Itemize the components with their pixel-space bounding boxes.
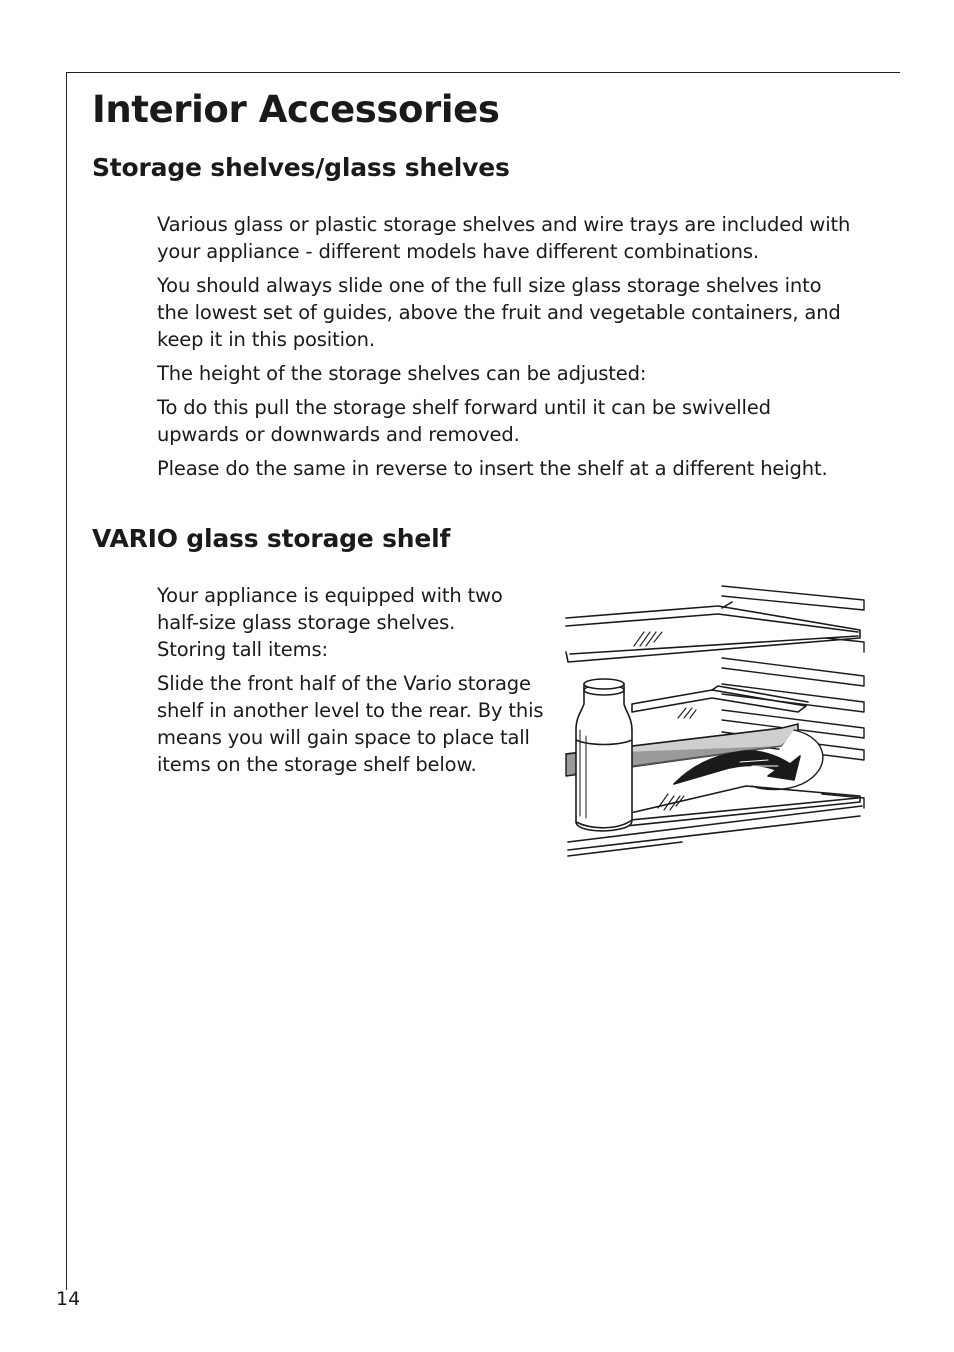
glass-shine-marks	[634, 632, 696, 810]
paragraph: You should always slide one of the full size glass storage shelves into the lowest set of guides, above the fruit and vegetable containers, and keep it in this position.	[157, 274, 841, 351]
milk-bottle	[576, 679, 632, 831]
top-glass-shelf	[566, 602, 860, 662]
paragraph: To do this pull the storage shelf forward until it can be swivelled upwards or downwards and removed.	[157, 396, 771, 446]
vario-shelf-text	[157, 582, 567, 785]
paragraph: Please do the same in reverse to insert the shelf at a different height.	[157, 457, 828, 480]
paragraph: Your appliance is equipped with two half-size glass storage shelves.	[157, 584, 503, 634]
vario-half-shelf-rear	[632, 686, 808, 712]
paragraph: Storing tall items:	[157, 638, 328, 661]
section-heading-vario-shelf: VARIO glass storage shelf	[92, 524, 451, 553]
left-margin-rule	[66, 72, 67, 1290]
paragraph: The height of the storage shelves can be adjusted:	[157, 362, 647, 385]
top-rule	[66, 72, 900, 73]
paragraph: Various glass or plastic storage shelves and wire trays are included with your appliance - different models have different combinations.	[157, 213, 851, 263]
storage-shelves-text	[157, 211, 877, 489]
fridge-shelf-bottle-illustration	[562, 580, 872, 862]
section-heading-storage-shelves: Storage shelves/glass shelves	[92, 153, 510, 182]
paragraph: Slide the front half of the Vario storage shelf in another level to the rear. By this means you will gain space to place tall items on the storage shelf below.	[157, 672, 544, 776]
page-title: Interior Accessories	[92, 88, 500, 131]
page-number: 14	[56, 1288, 81, 1310]
